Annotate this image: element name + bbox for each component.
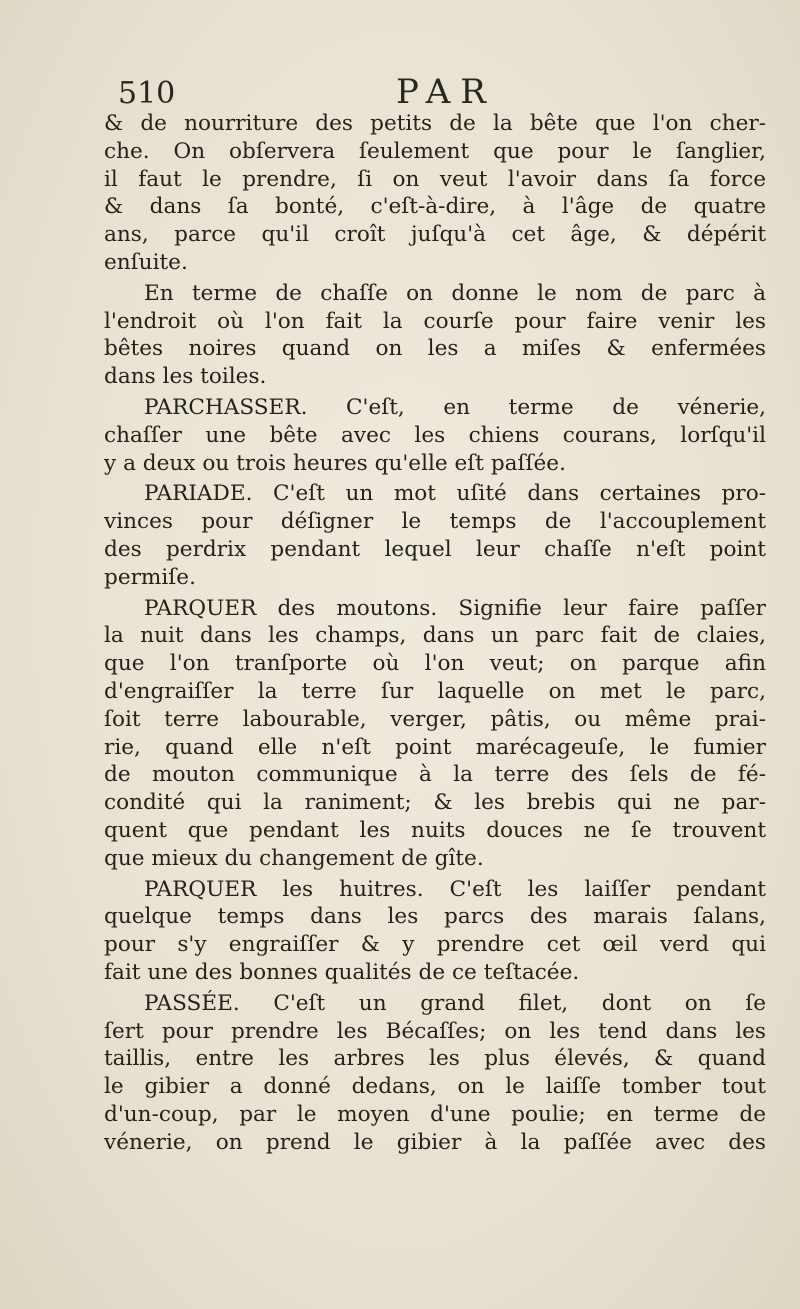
paragraph-parc (104, 280, 766, 391)
text-line: condité qui la raniment; & les brebis qui ne par- (104, 790, 766, 816)
text-line: d'un-coup, par le moyen d'une poulie; en terme de (104, 1101, 766, 1127)
text-line: la nuit dans les champs, dans un parc fait de claies, (104, 623, 766, 649)
text-line: quelque temps dans les parcs des marais ſalans, (104, 904, 766, 930)
text-line: que mieux du changement de gîte. (104, 845, 484, 871)
running-head: PAR (396, 72, 496, 112)
entry-parquer-moutons (104, 595, 766, 873)
text-line: dans les toiles. (104, 364, 267, 390)
text-line: le gibier a donné dedans, on le laiſſe tomber tout (104, 1074, 766, 1100)
text-line: PARQUER les huitres. C'eſt les laiſſer pendant (144, 876, 766, 902)
text-line: ſoit terre labourable, verger, pâtis, ou même prai- (104, 706, 766, 732)
text-line: PARIADE. C'eſt un mot uſité dans certaines pro- (144, 481, 766, 507)
text-line: d'engraiſſer la terre ſur laquelle on met le parc, (104, 678, 766, 704)
text-line: pour s'y engraiſſer & y prendre cet œil verd qui (104, 932, 766, 958)
text-line: PARCHASSER. C'eſt, en terme de vénerie, (144, 394, 766, 420)
text-line: fait une des bonnes qualités de ce teſtacée. (104, 959, 580, 985)
text-line: vinces pour déſigner le temps de l'accouplement (104, 509, 766, 535)
text-line: vénerie, on prend le gibier à la paſſée avec des (104, 1129, 766, 1155)
text-line: PASSÉE. C'eſt un grand filet, dont on ſe (144, 990, 766, 1016)
text-line: rie, quand elle n'eſt point marécageuſe, le fumier (104, 734, 766, 760)
text-line: ſert pour prendre les Bécaſſes; on les tend dans les (104, 1018, 766, 1044)
entry-parchasser (104, 394, 766, 477)
text-line: enſuite. (104, 249, 188, 275)
text-line: il faut le prendre, ſi on veut l'avoir dans ſa force (104, 166, 766, 192)
entry-parquer-huitres (104, 876, 766, 987)
page-number: 510 (118, 76, 176, 111)
body-text (104, 110, 766, 1156)
text-line: de mouton communique à la terre des ſels de fé- (104, 762, 766, 788)
text-line: taillis, entre les arbres les plus élevés, & quand (104, 1046, 766, 1072)
entry-passee (104, 990, 766, 1157)
text-line: permiſe. (104, 564, 196, 590)
text-line: & dans ſa bonté, c'eſt-à-dire, à l'âge de quatre (104, 194, 766, 220)
text-line: PARQUER des moutons. Signifie leur faire paſſer (144, 595, 766, 621)
text-line: bêtes noires quand on les a miſes & enfermées (104, 336, 766, 362)
text-line: ans, parce qu'il croît juſqu'à cet âge, & dépérit (104, 222, 766, 248)
entry-pariade (104, 480, 766, 591)
text-line: l'endroit où l'on fait la courſe pour faire venir les (104, 308, 766, 334)
page-header (118, 72, 778, 112)
text-line: des perdrix pendant lequel leur chaſſe n'eſt point (104, 536, 766, 562)
text-line: che. On obſervera ſeulement que pour le ſanglier, (104, 138, 766, 164)
text-line: que l'on tranſporte où l'on veut; on parque afin (104, 651, 766, 677)
text-line: & de nourriture des petits de la bête que l'on cher- (104, 111, 766, 136)
text-line: quent que pendant les nuits douces ne ſe trouvent (104, 817, 766, 843)
text-line: En terme de chaſſe on donne le nom de parc à (144, 280, 766, 306)
text-line: y a deux ou trois heures qu'elle eſt paſſée. (104, 450, 566, 476)
paragraph-continuation (104, 110, 766, 277)
text-line: chaſſer une bête avec les chiens courans, lorſqu'il (104, 422, 766, 448)
